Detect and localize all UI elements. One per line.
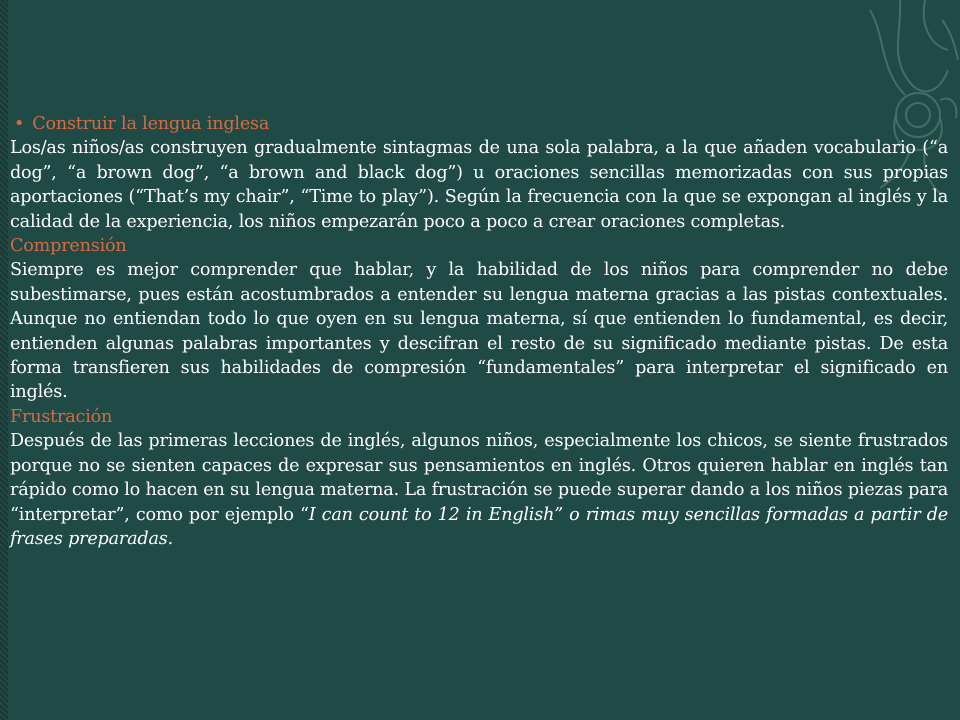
main-text-block xyxy=(10,112,948,551)
section-body: Siempre es mejor comprender que hablar, y la habilidad de los niños para comprender no debe subestimarse, pues están acostumbrados a entender su lengua materna gracias a las pistas contextuales. Aunque no entiendan todo lo que oyen en su lengua materna, sí que entienden lo fundamental, es decir, entienden algunas palabras importantes y descifran el resto de su significado mediante pistas. De esta forma transfieren sus habilidades de compresión “fundamentales” para interpretar el significado en inglés. xyxy=(10,260,948,403)
section-comprension xyxy=(10,234,948,405)
section-body: Los/as niños/as construyen gradualmente sintagmas de una sola palabra, a la que añaden vocabulario (“a dog”, “a brown dog”, “a brown and black dog”) u oraciones sencillas memorizadas con sus propias aportaciones (“That’s my chair”, “Time to play”). Según la frecuencia con la que se expongan al inglés y la calidad de la experiencia, los niños empezarán poco a poco a crear oraciones completas. xyxy=(10,138,948,232)
section-heading: Frustración xyxy=(10,406,113,427)
decorative-left-strip xyxy=(0,0,8,720)
section-body: Después de las primeras lecciones de inglés, algunos niños, especialmente los chicos, se siente frustrados porque no se sienten capaces de expresar sus pensamientos en inglés. Otros quieren hablar en inglés tan rápido como lo hacen en su lengua materna. La frustración se puede superar dando a los niños piezas para “interpretar”, como por ejemplo “ xyxy=(10,431,948,525)
section-frustracion xyxy=(10,405,948,551)
bullet-icon: • xyxy=(14,114,25,134)
section-heading: Construir la lengua inglesa xyxy=(32,114,270,134)
section-construir xyxy=(10,112,948,234)
section-heading: Comprensión xyxy=(10,236,127,257)
section-body-italic: I can count to 12 in English” o rimas muy sencillas formadas a partir de frases preparadas. xyxy=(10,504,948,549)
